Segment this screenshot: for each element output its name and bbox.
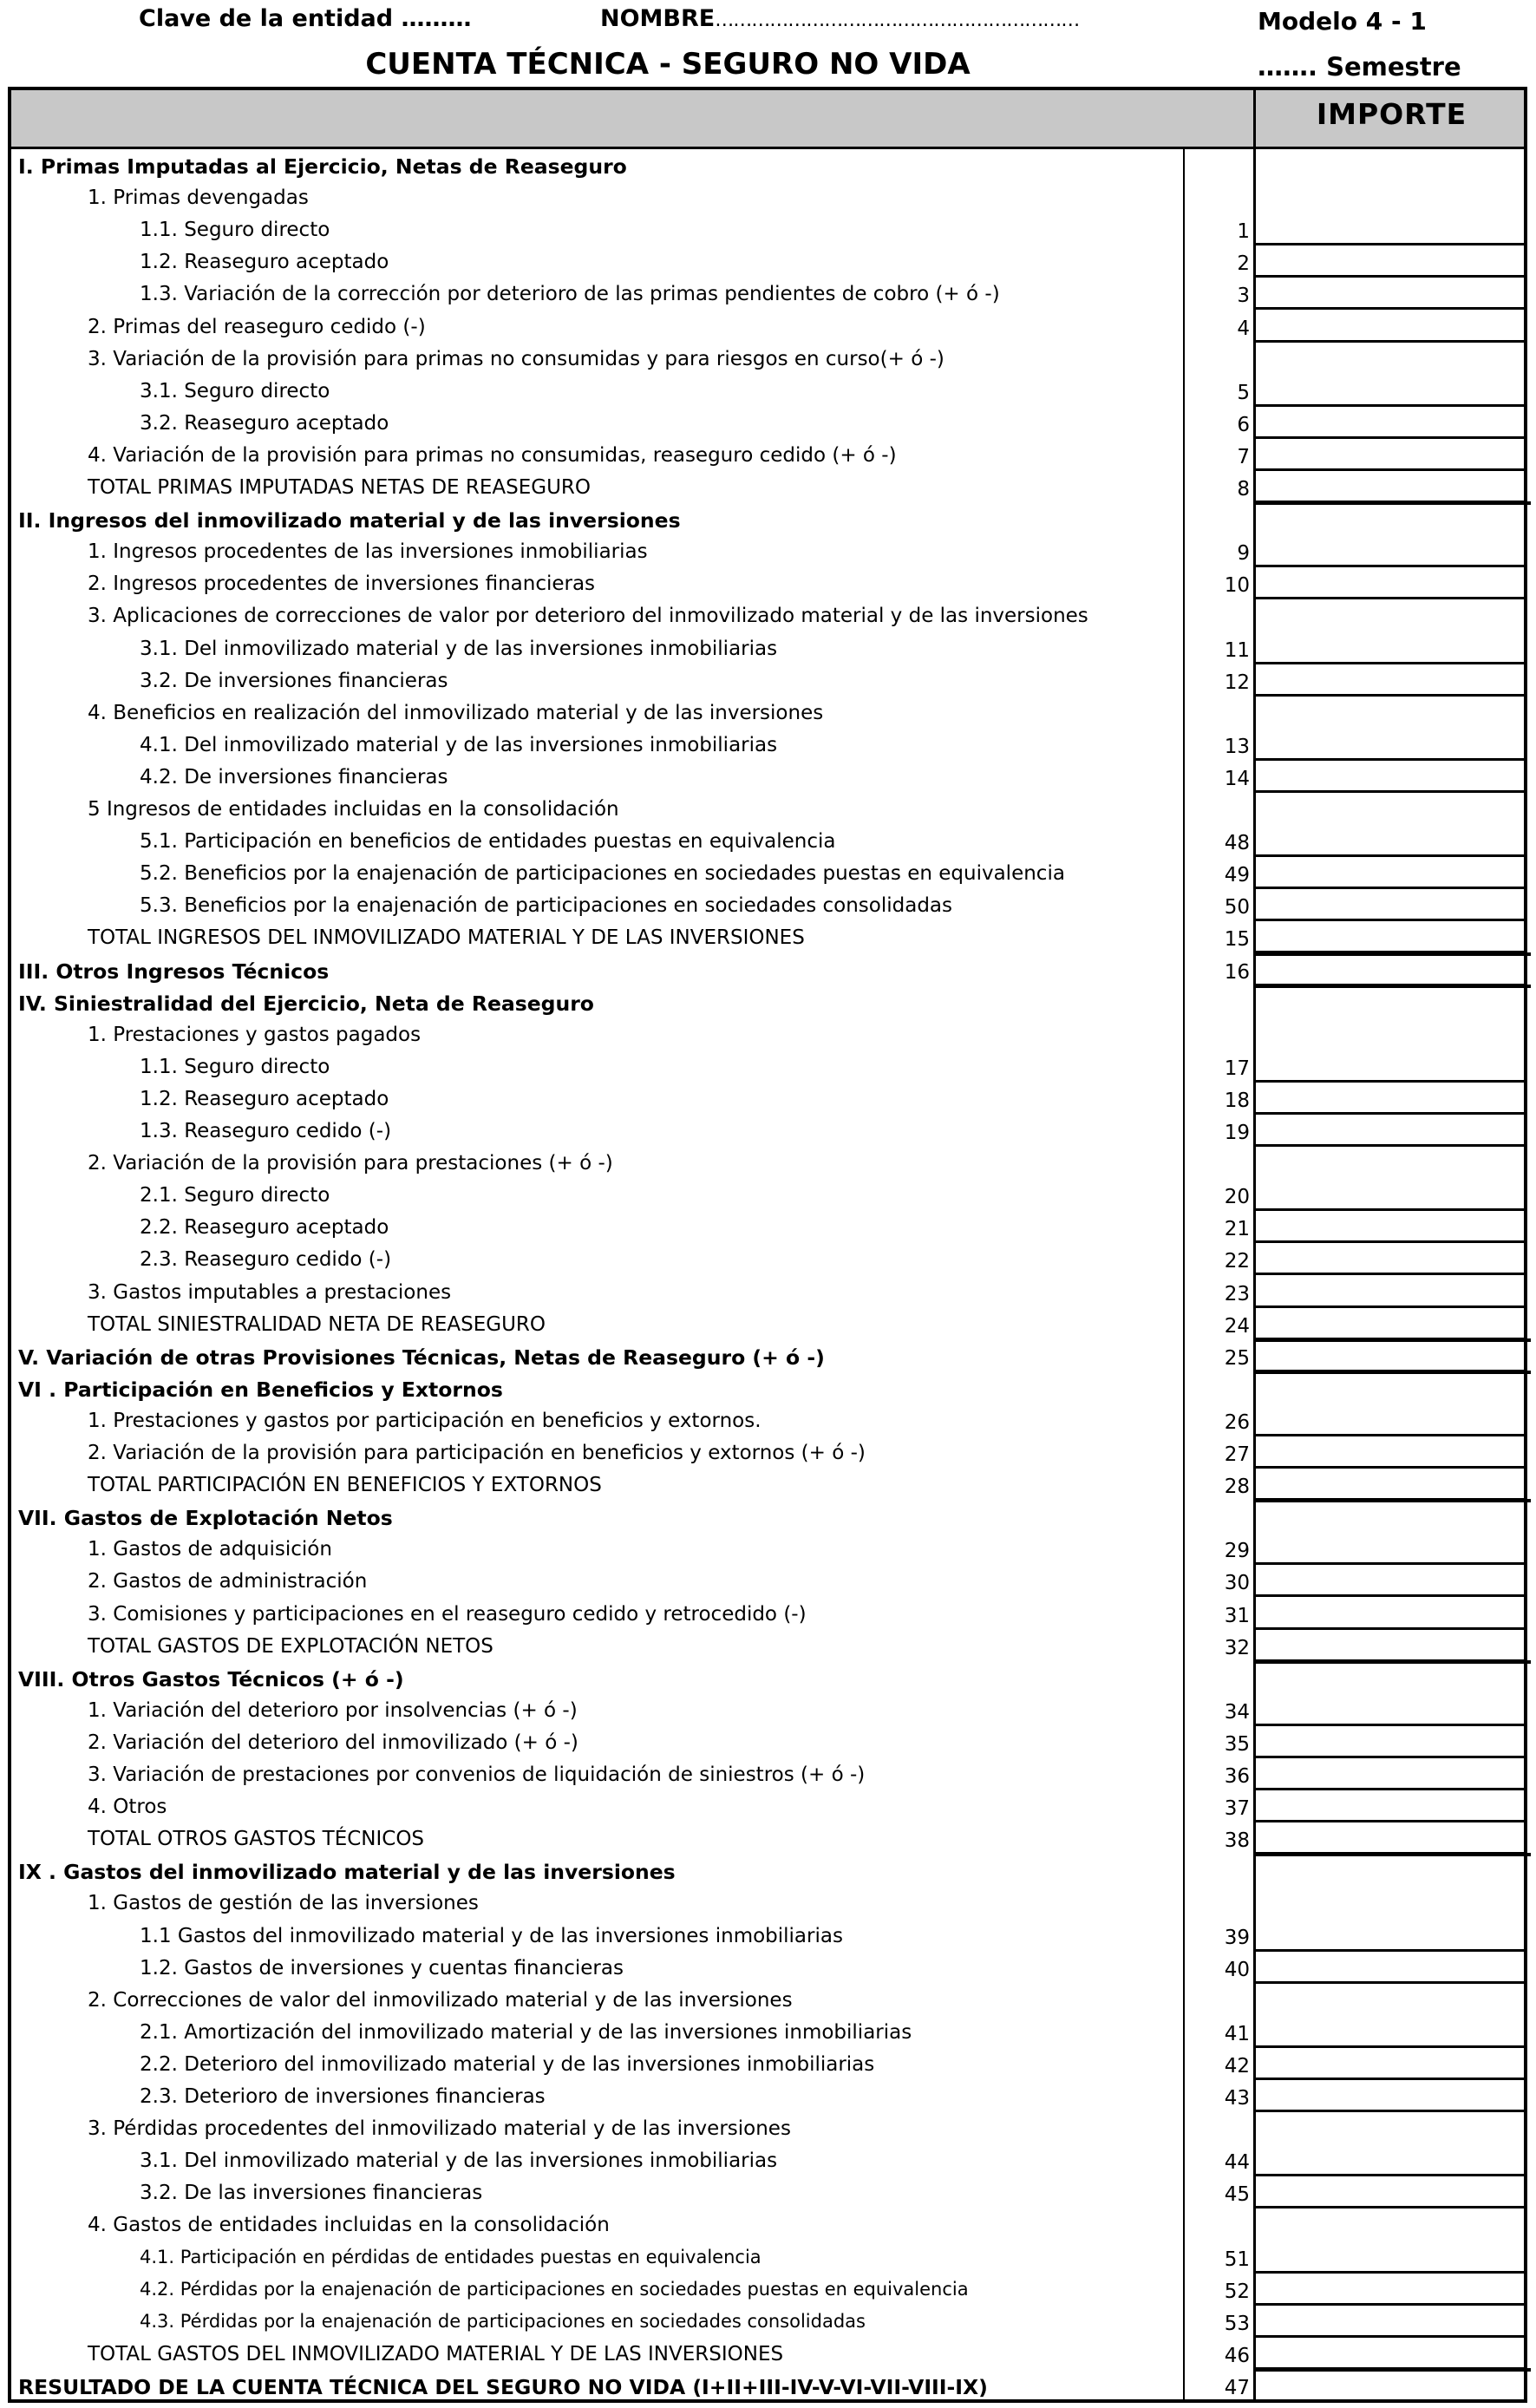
row-number: 26 — [1224, 1410, 1250, 1434]
table-row — [11, 664, 1253, 697]
row-label: 5 Ingresos de entidades incluidas en la consolidación — [88, 798, 619, 821]
table-row — [11, 1662, 1253, 1694]
row-label: TOTAL PARTICIPACIÓN EN BENEFICIOS Y EXTORNOS — [88, 1474, 602, 1497]
row-label: 1.1. Seguro directo — [140, 1055, 330, 1078]
row-label: VI . Participación en Beneficios y Extornos — [18, 1377, 503, 1402]
section-divider — [1256, 1853, 1531, 1856]
row-number: 52 — [1224, 2280, 1250, 2303]
row-label: 1.1. Seguro directo — [140, 219, 330, 242]
amount-input[interactable] — [1256, 636, 1527, 664]
row-number: 9 — [1237, 542, 1250, 566]
amount-input[interactable] — [1256, 1247, 1527, 1275]
table-row — [11, 2274, 1253, 2306]
table-row — [11, 1050, 1253, 1083]
row-label: 5.2. Beneficios por la enajenación de participaciones en sociedades puestas en equivalencia — [140, 862, 1065, 886]
row-label: TOTAL OTROS GASTOS TÉCNICOS — [88, 1828, 425, 1851]
amount-input[interactable] — [1256, 2051, 1527, 2080]
row-label: 1.1 Gastos del inmovilizado material y de las inversiones inmobiliarias — [140, 1924, 843, 1947]
amount-input[interactable] — [1256, 958, 1527, 986]
table-row — [11, 1501, 1253, 1533]
row-number: 17 — [1224, 1057, 1250, 1080]
amount-input[interactable] — [1256, 1730, 1527, 1758]
page-title-text: CUENTA TÉCNICA - SEGURO NO VIDA — [365, 47, 971, 82]
amount-input[interactable] — [1256, 1118, 1527, 1147]
amount-input[interactable] — [1256, 1955, 1527, 1984]
amount-input[interactable] — [1256, 1601, 1527, 1630]
table-row — [11, 213, 1253, 245]
table-row — [11, 1887, 1253, 1919]
row-label: VIII. Otros Gastos Técnicos (+ ó -) — [18, 1666, 404, 1691]
amount-input[interactable] — [1256, 668, 1527, 697]
table-row — [11, 986, 1253, 1018]
row-number: 29 — [1224, 1540, 1250, 1563]
amount-input[interactable] — [1256, 1408, 1527, 1436]
table-row — [11, 1984, 1253, 2016]
table-row — [11, 311, 1253, 343]
row-number: 37 — [1224, 1797, 1250, 1821]
row-number: 6 — [1237, 413, 1250, 436]
row-label: 3. Variación de la provisión para primas no consumidas y para riesgos en curso(+ ó -) — [88, 347, 944, 370]
row-number: 20 — [1224, 1186, 1250, 1209]
amount-input[interactable] — [1256, 1923, 1527, 1952]
table-row — [11, 1436, 1253, 1469]
section-divider — [1256, 1338, 1531, 1342]
row-label: 1.3. Reaseguro cedido (-) — [140, 1120, 392, 1142]
row-label: 2. Ingresos procedentes de inversiones financieras — [88, 573, 596, 596]
table-row — [11, 2080, 1253, 2112]
table-row — [11, 1276, 1253, 1308]
amount-input[interactable] — [1256, 378, 1527, 407]
row-label: 4. Otros — [88, 1796, 167, 1819]
amount-input[interactable] — [1256, 2180, 1527, 2208]
table-row — [11, 761, 1253, 793]
row-label: 2.1. Seguro directo — [140, 1184, 330, 1207]
row-number: 39 — [1224, 1926, 1250, 1949]
row-label: V. Variación de otras Provisiones Técnicas, Netas de Reaseguro (+ ó -) — [18, 1345, 825, 1370]
row-number: 14 — [1224, 767, 1250, 790]
table-row — [11, 921, 1253, 953]
row-number: 40 — [1224, 1958, 1250, 1981]
row-label: 1.3. Variación de la corrección por deterioro de las primas pendientes de cobro (+ ó -) — [140, 283, 1000, 306]
amount-input[interactable] — [1256, 764, 1527, 793]
nombre-text: NOMBRE — [600, 5, 716, 32]
table-row — [11, 1533, 1253, 1565]
table-row — [11, 599, 1253, 631]
amount-input[interactable] — [1256, 249, 1527, 278]
row-number: 47 — [1224, 2376, 1250, 2399]
model-label: Modelo 4 - 1 — [1258, 7, 1427, 36]
table-row — [11, 1822, 1253, 1855]
row-label: 1. Prestaciones y gastos por participación en beneficios y extornos. — [88, 1409, 761, 1432]
row-label: 2.3. Deterioro de inversiones financieras — [140, 2085, 546, 2108]
amount-input[interactable] — [1256, 2019, 1527, 2048]
row-label: VII. Gastos de Explotación Netos — [18, 1506, 393, 1531]
row-number: 16 — [1224, 960, 1250, 984]
row-number: 51 — [1224, 2248, 1250, 2271]
row-number: 7 — [1237, 445, 1250, 468]
row-number: 48 — [1224, 832, 1250, 855]
row-label: TOTAL INGRESOS DEL INMOVILIZADO MATERIAL Y DE LAS INVERSIONES — [88, 926, 805, 950]
table-row — [11, 697, 1253, 729]
amount-input[interactable] — [1256, 2148, 1527, 2176]
table-row — [11, 567, 1253, 599]
row-number: 11 — [1224, 638, 1250, 662]
amount-input[interactable] — [1256, 732, 1527, 761]
page-title — [0, 47, 1301, 82]
table-row — [11, 1565, 1253, 1597]
row-number: 44 — [1224, 2151, 1250, 2175]
row-label: 2. Variación de la provisión para participación en beneficios y extornos (+ ó -) — [88, 1442, 866, 1464]
table-row — [11, 2208, 1253, 2241]
section-divider — [1256, 1499, 1531, 1502]
row-label: 3. Variación de prestaciones por convenios de liquidación de siniestros (+ ó -) — [88, 1763, 866, 1786]
amount-input[interactable] — [1256, 1472, 1527, 1501]
row-label: IX . Gastos del inmovilizado material y de las inversiones — [18, 1860, 676, 1885]
row-label: 3.2. De inversiones financieras — [140, 669, 448, 692]
row-number: 8 — [1237, 478, 1250, 501]
row-number: 35 — [1224, 1732, 1250, 1756]
amount-input[interactable] — [1256, 571, 1527, 599]
table-row — [11, 2306, 1253, 2338]
row-number: 30 — [1224, 1572, 1250, 1595]
table-row — [11, 1115, 1253, 1147]
row-label: TOTAL GASTOS DEL INMOVILIZADO MATERIAL Y DE LAS INVERSIONES — [88, 2342, 784, 2365]
row-label: 5.1. Participación en beneficios de entidades puestas en equivalencia — [140, 830, 836, 854]
row-number: 1 — [1237, 220, 1250, 244]
amount-input[interactable] — [1256, 442, 1527, 471]
row-label: 1.2. Reaseguro aceptado — [140, 1087, 389, 1110]
row-number: 45 — [1224, 2183, 1250, 2207]
row-label: 2.1. Amortización del inmovilizado material y de las inversiones inmobiliarias — [140, 2020, 912, 2044]
table-row — [11, 343, 1253, 375]
table-row — [11, 2176, 1253, 2208]
amount-input[interactable] — [1256, 828, 1527, 857]
row-label: 3. Gastos imputables a prestaciones — [88, 1280, 452, 1304]
row-number: 41 — [1224, 2022, 1250, 2045]
table-row — [11, 1243, 1253, 1275]
section-divider — [1256, 1660, 1531, 1664]
amount-input[interactable] — [1256, 1440, 1527, 1469]
amount-input[interactable] — [1256, 1182, 1527, 1211]
row-number: 27 — [1224, 1443, 1250, 1466]
table-row — [11, 1372, 1253, 1404]
table-row — [11, 149, 1253, 181]
row-label: 4.1. Participación en pérdidas de entidades puestas en equivalencia — [140, 2246, 761, 2267]
amount-input[interactable] — [1256, 410, 1527, 439]
row-number: 36 — [1224, 1765, 1250, 1788]
row-number: 12 — [1224, 671, 1250, 694]
table-row — [11, 2112, 1253, 2144]
row-label: I. Primas Imputadas al Ejercicio, Netas de Reaseguro — [18, 154, 627, 179]
table-row — [11, 1694, 1253, 1726]
table-row — [11, 1920, 1253, 1952]
amount-input[interactable] — [1256, 1054, 1527, 1083]
row-number: 46 — [1224, 2344, 1250, 2367]
amount-input[interactable] — [1256, 1568, 1527, 1597]
amount-input[interactable] — [1256, 2373, 1527, 2402]
amount-input[interactable] — [1256, 1698, 1527, 1726]
table-row — [11, 1469, 1253, 1501]
section-divider — [1256, 501, 1531, 505]
row-number: 21 — [1224, 1218, 1250, 1241]
row-label: TOTAL SINIESTRALIDAD NETA DE REASEGURO — [88, 1312, 546, 1336]
row-label: 1. Variación del deterioro por insolvencias (+ ó -) — [88, 1698, 578, 1722]
row-label: 1. Gastos de adquisición — [88, 1538, 332, 1561]
amount-input[interactable] — [1256, 893, 1527, 921]
row-number: 5 — [1237, 381, 1250, 404]
row-label: 3. Pérdidas procedentes del inmovilizado material y de las inversiones — [88, 2117, 791, 2141]
amount-input[interactable] — [1256, 1762, 1527, 1790]
row-number: 4 — [1237, 317, 1250, 340]
table-row — [11, 2016, 1253, 2048]
row-label: 4. Variación de la provisión para primas no consumidas, reaseguro cedido (+ ó -) — [88, 443, 897, 467]
table-row — [11, 1308, 1253, 1340]
amount-input[interactable] — [1256, 2341, 1527, 2370]
table-row — [11, 1018, 1253, 1050]
table-row — [11, 793, 1253, 825]
table-row — [11, 375, 1253, 407]
row-label: 2. Correcciones de valor del inmovilizado material y de las inversiones — [88, 1988, 793, 2012]
amount-input[interactable] — [1256, 925, 1527, 953]
table-row — [11, 535, 1253, 567]
table-row — [11, 1179, 1253, 1211]
row-label: II. Ingresos del inmovilizado material y de las inversiones — [18, 508, 681, 533]
table-row — [11, 1083, 1253, 1115]
table-row — [11, 181, 1253, 213]
table-row — [11, 729, 1253, 761]
row-number: 31 — [1224, 1604, 1250, 1627]
row-label: 1.2. Reaseguro aceptado — [140, 251, 389, 274]
table-row — [11, 2048, 1253, 2080]
amount-input[interactable] — [1256, 1794, 1527, 1822]
row-number: 25 — [1224, 1346, 1250, 1370]
table-row — [11, 2144, 1253, 2176]
row-label: 3.2. De las inversiones financieras — [140, 2182, 483, 2205]
table-row — [11, 245, 1253, 278]
row-label: 2. Variación del deterioro del inmovilizado (+ ó -) — [88, 1731, 578, 1754]
row-number: 19 — [1224, 1122, 1250, 1144]
row-number: 50 — [1224, 896, 1250, 919]
row-number: 34 — [1224, 1700, 1250, 1724]
section-divider — [1256, 2368, 1531, 2372]
row-label: 1. Prestaciones y gastos pagados — [88, 1023, 422, 1046]
amount-input[interactable] — [1256, 1344, 1527, 1372]
amount-input[interactable] — [1256, 314, 1527, 343]
row-number: 32 — [1224, 1636, 1250, 1659]
row-label: 4.1. Del inmovilizado material y de las inversiones inmobiliarias — [140, 733, 778, 756]
amount-input[interactable] — [1256, 2277, 1527, 2306]
row-number: 2 — [1237, 252, 1250, 276]
amount-input[interactable] — [1256, 860, 1527, 889]
section-divider — [1256, 985, 1531, 988]
table-row — [11, 1758, 1253, 1790]
table-row — [11, 1855, 1253, 1887]
row-number: 15 — [1224, 928, 1250, 952]
row-label: 4. Gastos de entidades incluidas en la consolidación — [88, 2214, 610, 2237]
row-number: 38 — [1224, 1829, 1250, 1853]
table-row — [11, 503, 1253, 535]
table-row — [11, 1404, 1253, 1436]
entity-name-label — [600, 5, 1079, 32]
row-label: 1.2. Gastos de inversiones y cuentas financieras — [140, 1956, 624, 1979]
row-label: IV. Siniestralidad del Ejercicio, Neta de Reaseguro — [18, 991, 594, 1016]
nombre-dots: …………………………………………………… — [715, 10, 1080, 31]
row-number: 3 — [1237, 285, 1250, 308]
row-label: 2.2. Deterioro del inmovilizado material y de las inversiones inmobiliarias — [140, 2052, 875, 2076]
row-label: 2.2. Reaseguro aceptado — [140, 1216, 389, 1240]
table-row — [11, 889, 1253, 921]
table-row — [11, 1598, 1253, 1630]
table-row — [11, 1147, 1253, 1179]
row-number: 53 — [1224, 2312, 1250, 2335]
row-label: 4.2. De inversiones financieras — [140, 765, 448, 788]
amount-input[interactable] — [1256, 281, 1527, 310]
table-row — [11, 2338, 1253, 2370]
row-label: 2. Primas del reaseguro cedido (-) — [88, 315, 426, 338]
row-label: 3. Aplicaciones de correcciones de valor por deterioro del inmovilizado material y de las inversiones — [88, 605, 1088, 628]
amount-input[interactable] — [1256, 2245, 1527, 2274]
row-number: 13 — [1224, 735, 1250, 758]
row-number: 24 — [1224, 1314, 1250, 1338]
table-row — [11, 632, 1253, 664]
row-label: TOTAL PRIMAS IMPUTADAS NETAS DE REASEGURO — [88, 476, 591, 499]
amount-input[interactable] — [1256, 1086, 1527, 1115]
amount-input[interactable] — [1256, 539, 1527, 567]
row-label: 3.1. Del inmovilizado material y de las inversiones inmobiliarias — [140, 2150, 778, 2173]
section-divider — [1256, 952, 1531, 956]
amount-input[interactable] — [1256, 1214, 1527, 1243]
row-number: 28 — [1224, 1476, 1250, 1499]
entity-code-label: Clave de la entidad ……… — [139, 5, 472, 32]
row-label: 1. Ingresos procedentes de las inversiones inmobiliarias — [88, 540, 648, 564]
row-number: 10 — [1224, 574, 1250, 598]
row-number: 18 — [1224, 1089, 1250, 1112]
table-row — [11, 2370, 1253, 2402]
table-row — [11, 1790, 1253, 1822]
row-label: 3.1. Del inmovilizado material y de las inversiones inmobiliarias — [140, 637, 778, 660]
amount-input[interactable] — [1256, 1633, 1527, 1662]
row-number: 43 — [1224, 2087, 1250, 2110]
row-label: 1. Gastos de gestión de las inversiones — [88, 1892, 479, 1915]
row-label: 4. Beneficios en realización del inmovilizado material y de las inversiones — [88, 701, 824, 724]
table-row — [11, 1340, 1253, 1372]
importe-header: IMPORTE — [1316, 97, 1467, 131]
row-label: 4.3. Pérdidas por la enajenación de participaciones en sociedades consolidadas — [140, 2310, 866, 2332]
row-label: RESULTADO DE LA CUENTA TÉCNICA DEL SEGURO NO VIDA (I+II+III-IV-V-VI-VII-VIII-IX) — [18, 2374, 988, 2399]
row-label: 2. Variación de la provisión para prestaciones (+ ó -) — [88, 1152, 613, 1175]
row-label: III. Otros Ingresos Técnicos — [18, 959, 330, 984]
table-row — [11, 1952, 1253, 1984]
row-label: 4.2. Pérdidas por la enajenación de participaciones en sociedades puestas en equivalencia — [140, 2278, 969, 2300]
row-label: 5.3. Beneficios por la enajenación de participaciones en sociedades consolidadas — [140, 894, 953, 918]
row-number: 49 — [1224, 864, 1250, 887]
account-sheet — [8, 87, 1527, 2403]
row-label: 3.2. Reaseguro aceptado — [140, 411, 389, 435]
row-number: 23 — [1224, 1282, 1250, 1305]
amount-input[interactable] — [1256, 2309, 1527, 2338]
row-label: 2. Gastos de administración — [88, 1570, 368, 1593]
table-row — [11, 278, 1253, 310]
amount-input[interactable] — [1256, 1826, 1527, 1855]
amount-input[interactable] — [1256, 474, 1527, 503]
amount-input[interactable] — [1256, 1279, 1527, 1308]
amount-input[interactable] — [1256, 1312, 1527, 1340]
row-label: 2.3. Reaseguro cedido (-) — [140, 1248, 392, 1272]
row-label: 3. Comisiones y participaciones en el reaseguro cedido y retrocedido (-) — [88, 1602, 807, 1626]
row-number: 42 — [1224, 2054, 1250, 2078]
row-label: 1. Primas devengadas — [88, 186, 309, 210]
table-row — [11, 1211, 1253, 1243]
amount-input[interactable] — [1256, 217, 1527, 245]
row-label: TOTAL GASTOS DE EXPLOTACIÓN NETOS — [88, 1634, 493, 1658]
table-row — [11, 857, 1253, 889]
table-row — [11, 2241, 1253, 2274]
table-row — [11, 825, 1253, 857]
table-row — [11, 439, 1253, 471]
row-label: 3.1. Seguro directo — [140, 379, 330, 402]
table-row — [11, 954, 1253, 986]
amount-input[interactable] — [1256, 2084, 1527, 2112]
section-divider — [1256, 1371, 1531, 1374]
table-row — [11, 407, 1253, 439]
amount-input[interactable] — [1256, 1536, 1527, 1565]
row-number: 22 — [1224, 1250, 1250, 1273]
table-row — [11, 471, 1253, 503]
table-row — [11, 1726, 1253, 1758]
semester-label: ……. Semestre — [1258, 52, 1461, 82]
table-row — [11, 1630, 1253, 1662]
